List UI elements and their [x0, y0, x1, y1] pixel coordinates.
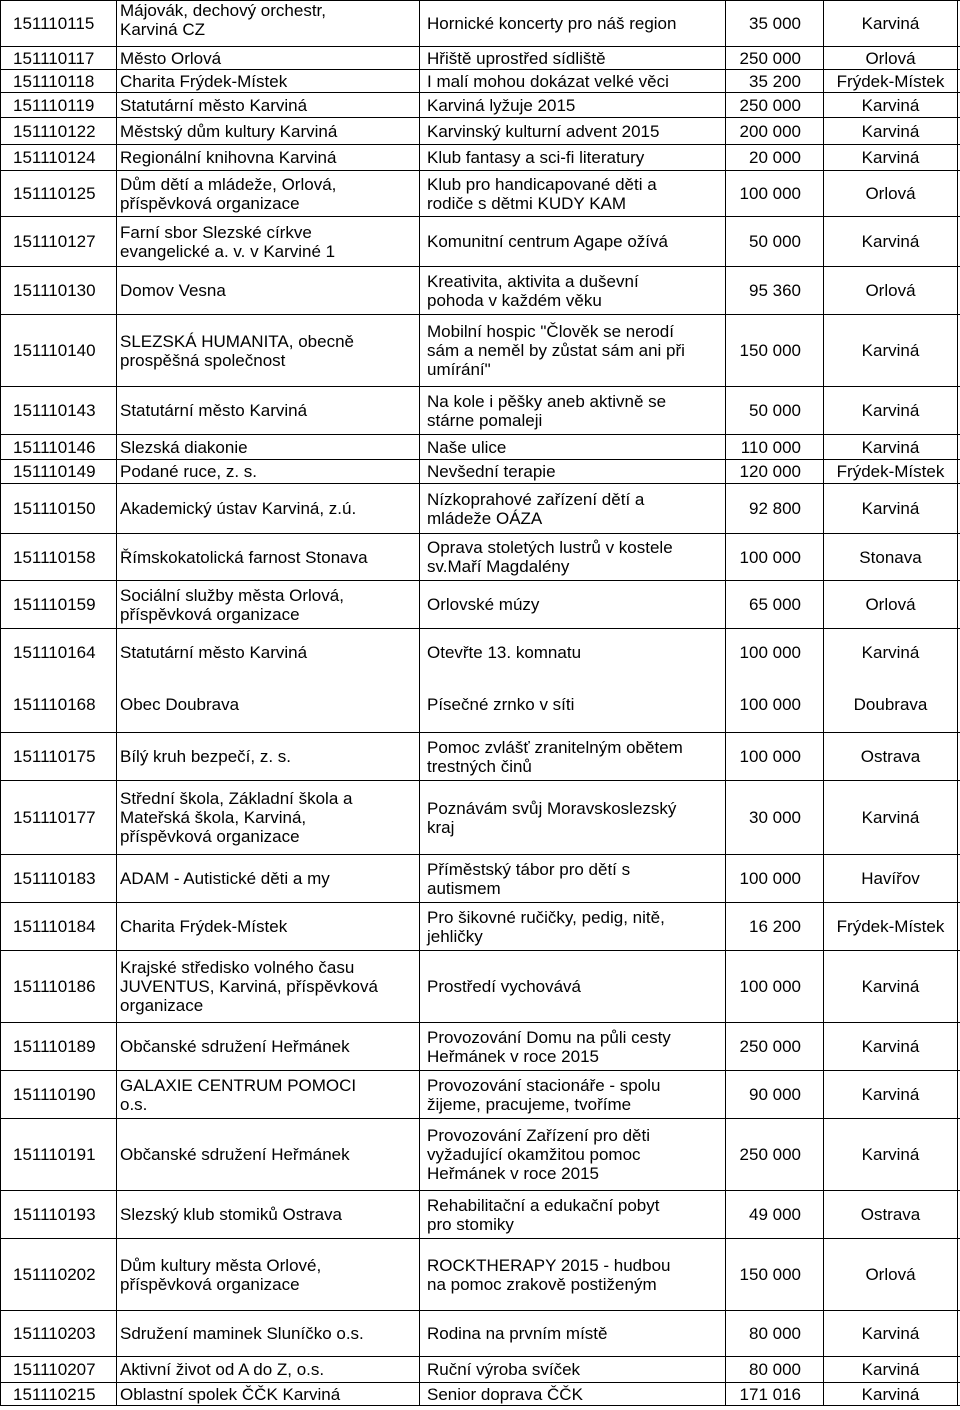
organization-name: Farní sbor Slezské církve evangelické a. v. v Karviné 1	[116, 217, 419, 266]
project-name: Ruční výroba svíček	[419, 1357, 725, 1382]
grant-amount: 120 000	[725, 460, 823, 483]
grant-id: 151110124	[0, 145, 116, 170]
table-row	[0, 1070, 960, 1118]
city-name: Orlová	[823, 581, 958, 628]
city-name: Karviná	[823, 1071, 958, 1118]
grant-id: 151110184	[0, 903, 116, 950]
project-name: Provozování Domu na půli cesty Heřmánek v roce 2015	[419, 1023, 725, 1070]
grant-id: 151110149	[0, 460, 116, 483]
table-row	[0, 1238, 960, 1310]
organization-name: Občanské sdružení Heřmánek	[116, 1023, 419, 1070]
table-row	[0, 266, 960, 314]
grant-amount: 100 000	[725, 629, 823, 676]
organization-name: Regionální knihovna Karviná	[116, 145, 419, 170]
project-name: Mobilní hospic "Člověk se nerodí sám a neměl by zůstat sám ani při umírání"	[419, 315, 725, 386]
grant-amount: 95 360	[725, 267, 823, 314]
organization-name: Římskokatolická farnost Stonava	[116, 534, 419, 580]
grant-amount: 80 000	[725, 1311, 823, 1356]
city-name: Karviná	[823, 1023, 958, 1070]
city-name: Frýdek-Místek	[823, 460, 958, 483]
organization-name: Statutární město Karviná	[116, 93, 419, 117]
table-row	[0, 902, 960, 950]
grant-id: 151110203	[0, 1311, 116, 1356]
grant-amount: 49 000	[725, 1191, 823, 1238]
project-name: Oprava stoletých lustrů v kostele sv.Maří Magdalény	[419, 534, 725, 580]
city-name: Orlová	[823, 1239, 958, 1310]
grant-amount: 20 000	[725, 145, 823, 170]
table-row	[0, 1118, 960, 1190]
project-name: Naše ulice	[419, 435, 725, 459]
project-name: Rodina na prvním místě	[419, 1311, 725, 1356]
table-row	[0, 732, 960, 780]
city-name: Karviná	[823, 1383, 958, 1405]
organization-name: Charita Frýdek-Místek	[116, 70, 419, 92]
city-name: Doubrava	[823, 676, 958, 732]
grant-amount: 150 000	[725, 315, 823, 386]
table-row	[0, 483, 960, 533]
grant-id: 151110193	[0, 1191, 116, 1238]
table-row	[0, 46, 960, 69]
project-name: Kreativita, aktivita a duševní pohoda v každém věku	[419, 267, 725, 314]
grant-amount: 65 000	[725, 581, 823, 628]
grant-amount: 200 000	[725, 118, 823, 144]
city-name: Karviná	[823, 1, 958, 46]
city-name: Karviná	[823, 145, 958, 170]
grant-id: 151110189	[0, 1023, 116, 1070]
organization-name: SLEZSKÁ HUMANITA, obecně prospěšná společnost	[116, 315, 419, 386]
project-name: Karvinský kulturní advent 2015	[419, 118, 725, 144]
city-name: Karviná	[823, 951, 958, 1022]
project-name: Příměstský tábor pro dětí s autismem	[419, 855, 725, 902]
project-name: I malí mohou dokázat velké věci	[419, 70, 725, 92]
table-row	[0, 580, 960, 628]
table-row	[0, 314, 960, 386]
grant-amount: 100 000	[725, 951, 823, 1022]
grant-id: 151110150	[0, 484, 116, 533]
organization-name: GALAXIE CENTRUM POMOCI o.s.	[116, 1071, 419, 1118]
project-name: ROCKTHERAPY 2015 - hudbou na pomoc zrakově postiženým	[419, 1239, 725, 1310]
city-name: Orlová	[823, 267, 958, 314]
city-name: Karviná	[823, 435, 958, 459]
city-name: Karviná	[823, 781, 958, 854]
project-name: Karviná lyžuje 2015	[419, 93, 725, 117]
city-name: Karviná	[823, 1311, 958, 1356]
project-name: Komunitní centrum Agape ožívá	[419, 217, 725, 266]
city-name: Frýdek-Místek	[823, 903, 958, 950]
organization-name: Charita Frýdek-Místek	[116, 903, 419, 950]
grant-amount: 250 000	[725, 93, 823, 117]
grant-id: 151110190	[0, 1071, 116, 1118]
project-name: Provozování stacionáře - spolu žijeme, pracujeme, tvoříme	[419, 1071, 725, 1118]
city-name: Orlová	[823, 171, 958, 216]
project-name: Nevšední terapie	[419, 460, 725, 483]
grant-id: 151110125	[0, 171, 116, 216]
city-name: Karviná	[823, 93, 958, 117]
project-name: Poznávám svůj Moravskoslezský kraj	[419, 781, 725, 854]
organization-name: Krajské středisko volného času JUVENTUS, Karviná, příspěvková organizace	[116, 951, 419, 1022]
grant-amount: 35 200	[725, 70, 823, 92]
table-row	[0, 854, 960, 902]
organization-name: ADAM - Autistické děti a my	[116, 855, 419, 902]
grant-amount: 50 000	[725, 217, 823, 266]
organization-name: Oblastní spolek ČČK Karviná	[116, 1383, 419, 1405]
city-name: Karviná	[823, 315, 958, 386]
organization-name: Slezský klub stomiků Ostrava	[116, 1191, 419, 1238]
grant-amount: 171 016	[725, 1383, 823, 1405]
grant-amount: 80 000	[725, 1357, 823, 1382]
grant-id: 151110117	[0, 47, 116, 69]
grant-amount: 50 000	[725, 387, 823, 434]
table-row	[0, 676, 960, 732]
table-row	[0, 434, 960, 459]
project-name: Rehabilitační a edukační pobyt pro stomiky	[419, 1191, 725, 1238]
grant-amount: 150 000	[725, 1239, 823, 1310]
organization-name: Podané ruce, z. s.	[116, 460, 419, 483]
table-row	[0, 1310, 960, 1356]
city-name: Frýdek-Místek	[823, 70, 958, 92]
project-name: Hřiště uprostřed sídliště	[419, 47, 725, 69]
organization-name: Občanské sdružení Heřmánek	[116, 1119, 419, 1190]
grant-id: 151110177	[0, 781, 116, 854]
table-row	[0, 780, 960, 854]
organization-name: Bílý kruh bezpečí, z. s.	[116, 733, 419, 780]
city-name: Karviná	[823, 484, 958, 533]
grant-id: 151110119	[0, 93, 116, 117]
project-name: Hornické koncerty pro náš region	[419, 1, 725, 46]
grant-id: 151110143	[0, 387, 116, 434]
organization-name: Májovák, dechový orchestr, Karviná CZ	[116, 1, 419, 46]
table-row	[0, 0, 960, 46]
city-name: Stonava	[823, 534, 958, 580]
city-name: Karviná	[823, 387, 958, 434]
city-name: Ostrava	[823, 1191, 958, 1238]
table-row	[0, 1022, 960, 1070]
organization-name: Městský dům kultury Karviná	[116, 118, 419, 144]
table-row	[0, 216, 960, 266]
grant-id: 151110215	[0, 1383, 116, 1405]
grant-id: 151110146	[0, 435, 116, 459]
grant-amount: 110 000	[725, 435, 823, 459]
table-row	[0, 386, 960, 434]
city-name: Havířov	[823, 855, 958, 902]
project-name: Písečné zrnko v síti	[419, 676, 725, 732]
grant-amount: 100 000	[725, 676, 823, 732]
city-name: Karviná	[823, 217, 958, 266]
table-row	[0, 628, 960, 676]
city-name: Karviná	[823, 1119, 958, 1190]
organization-name: Sdružení maminek Sluníčko o.s.	[116, 1311, 419, 1356]
table-row	[0, 1382, 960, 1406]
grant-id: 151110168	[0, 676, 116, 732]
city-name: Karviná	[823, 629, 958, 676]
table-row	[0, 459, 960, 483]
table-row	[0, 144, 960, 170]
organization-name: Statutární město Karviná	[116, 629, 419, 676]
grant-id: 151110118	[0, 70, 116, 92]
project-name: Orlovské múzy	[419, 581, 725, 628]
project-name: Otevřte 13. komnatu	[419, 629, 725, 676]
grant-amount: 250 000	[725, 1119, 823, 1190]
organization-name: Obec Doubrava	[116, 676, 419, 732]
grant-amount: 250 000	[725, 47, 823, 69]
grant-amount: 250 000	[725, 1023, 823, 1070]
project-name: Nízkoprahové zařízení dětí a mládeže OÁZA	[419, 484, 725, 533]
grant-id: 151110191	[0, 1119, 116, 1190]
grant-amount: 100 000	[725, 171, 823, 216]
grant-amount: 35 000	[725, 1, 823, 46]
grant-id: 151110140	[0, 315, 116, 386]
organization-name: Akademický ústav Karviná, z.ú.	[116, 484, 419, 533]
city-name: Orlová	[823, 47, 958, 69]
grant-amount: 92 800	[725, 484, 823, 533]
table-row	[0, 1356, 960, 1382]
organization-name: Město Orlová	[116, 47, 419, 69]
project-name: Pomoc zvlášť zranitelným obětem trestných činů	[419, 733, 725, 780]
table-row	[0, 1190, 960, 1238]
organization-name: Střední škola, Základní škola a Mateřská škola, Karviná, příspěvková organizace	[116, 781, 419, 854]
organization-name: Sociální služby města Orlová, příspěvková organizace	[116, 581, 419, 628]
grant-id: 151110159	[0, 581, 116, 628]
grant-id: 151110202	[0, 1239, 116, 1310]
grant-id: 151110130	[0, 267, 116, 314]
project-name: Klub fantasy a sci-fi literatury	[419, 145, 725, 170]
grant-amount: 16 200	[725, 903, 823, 950]
organization-name: Slezská diakonie	[116, 435, 419, 459]
table-row	[0, 170, 960, 216]
grant-id: 151110127	[0, 217, 116, 266]
organization-name: Dům kultury města Orlové, příspěvková organizace	[116, 1239, 419, 1310]
grant-id: 151110183	[0, 855, 116, 902]
organization-name: Dům dětí a mládeže, Orlová, příspěvková organizace	[116, 171, 419, 216]
table-row	[0, 533, 960, 580]
grant-id: 151110115	[0, 1, 116, 46]
city-name: Karviná	[823, 1357, 958, 1382]
project-name: Provozování Zařízení pro děti vyžadující okamžitou pomoc Heřmánek v roce 2015	[419, 1119, 725, 1190]
grant-id: 151110207	[0, 1357, 116, 1382]
city-name: Karviná	[823, 118, 958, 144]
grant-amount: 30 000	[725, 781, 823, 854]
grant-amount: 100 000	[725, 733, 823, 780]
organization-name: Statutární město Karviná	[116, 387, 419, 434]
grant-amount: 90 000	[725, 1071, 823, 1118]
grant-amount: 100 000	[725, 855, 823, 902]
table-row	[0, 69, 960, 92]
organization-name: Aktivní život od A do Z, o.s.	[116, 1357, 419, 1382]
project-name: Pro šikovné ručičky, pedig, nitě, jehličky	[419, 903, 725, 950]
city-name: Ostrava	[823, 733, 958, 780]
grant-amount: 100 000	[725, 534, 823, 580]
project-name: Prostředí vychovává	[419, 951, 725, 1022]
project-name: Na kole i pěšky aneb aktivně se stárne pomaleji	[419, 387, 725, 434]
table-row	[0, 950, 960, 1022]
table-row	[0, 117, 960, 144]
project-name: Klub pro handicapované děti a rodiče s dětmi KUDY KAM	[419, 171, 725, 216]
organization-name: Domov Vesna	[116, 267, 419, 314]
grant-id: 151110175	[0, 733, 116, 780]
grant-id: 151110164	[0, 629, 116, 676]
grant-id: 151110122	[0, 118, 116, 144]
grant-id: 151110186	[0, 951, 116, 1022]
table-row	[0, 92, 960, 117]
project-name: Senior doprava ČČK	[419, 1383, 725, 1405]
grant-id: 151110158	[0, 534, 116, 580]
